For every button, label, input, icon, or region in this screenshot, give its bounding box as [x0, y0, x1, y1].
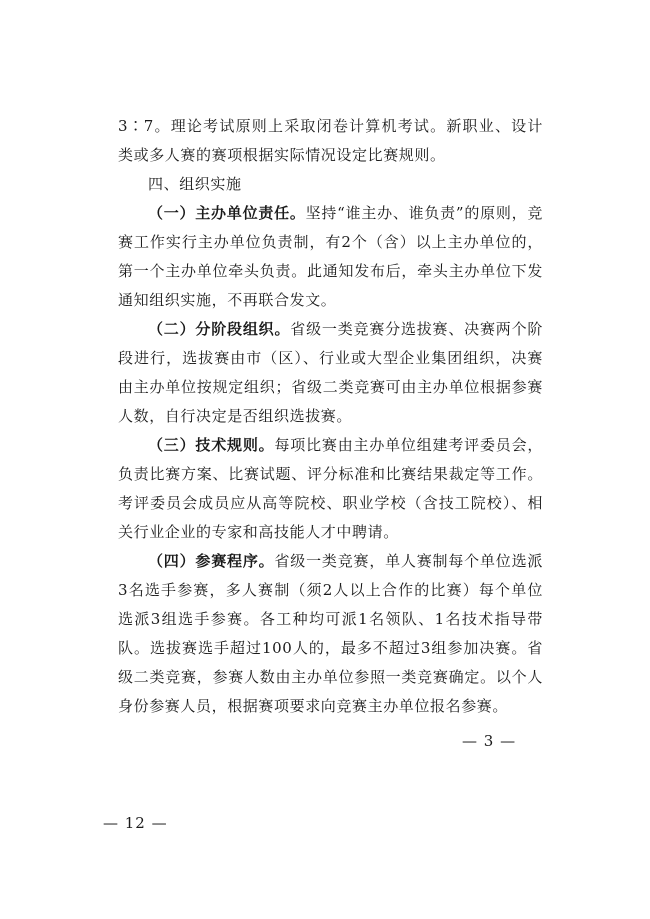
- item-body-2: 省级一类竞赛分选拔赛、决赛两个阶段进行，选拔赛由市（区）、行业或大型企业集团组织，决赛由主办单位按规定组织；省级二类竞赛可由主办单位根据参赛人数，自行决定是否组织选拔赛。: [118, 320, 543, 425]
- intro-paragraph: 3∶7。理论考试原则上采取闭卷计算机考试。新职业、设计类或多人赛的赛项根据实际情况设定比赛规则。: [118, 117, 543, 164]
- inner-page-number: — 3 —: [462, 732, 517, 750]
- item-paragraph-2: [118, 315, 543, 431]
- item-title-2: （二）分阶段组织。: [148, 320, 291, 338]
- outer-page-number: — 12 —: [103, 814, 168, 832]
- item-title-1: （一）主办单位责任。: [148, 204, 306, 222]
- document-body: [118, 112, 543, 721]
- item-paragraph-3: [118, 431, 543, 547]
- item-title-4: （四）参赛程序。: [148, 552, 275, 570]
- item-paragraph-1: [118, 199, 543, 315]
- item-body-1: 坚持“谁主办、谁负责”的原则，竞赛工作实行主办单位负责制，有2个（含）以上主办单位的，第一个主办单位牵头负责。此通知发布后，牵头主办单位下发通知组织实施，不再联合发文。: [118, 204, 543, 309]
- item-title-3: （三）技术规则。: [148, 436, 275, 454]
- item-paragraph-4: [118, 547, 543, 721]
- section-heading: 四、组织实施: [148, 175, 242, 193]
- item-body-4: 省级一类竞赛，单人赛制每个单位选派3名选手参赛，多人赛制（须2人以上合作的比赛）每个单位选派3组选手参赛。各工种均可派1名领队、1名技术指导带队。选拔赛选手超过100人的，最多不超过3组参加决赛。省级二类竞赛，参赛人数由主办单位参照一类竞赛确定。以个人身份参赛人员，根据赛项要求向竞赛主办单位报名参赛。: [118, 552, 543, 715]
- item-body-3: 每项比赛由主办单位组建考评委员会，负责比赛方案、比赛试题、评分标准和比赛结果裁定等工作。考评委员会成员应从高等院校、职业学校（含技工院校）、相关行业企业的专家和高技能人才中聘请。: [118, 436, 543, 541]
